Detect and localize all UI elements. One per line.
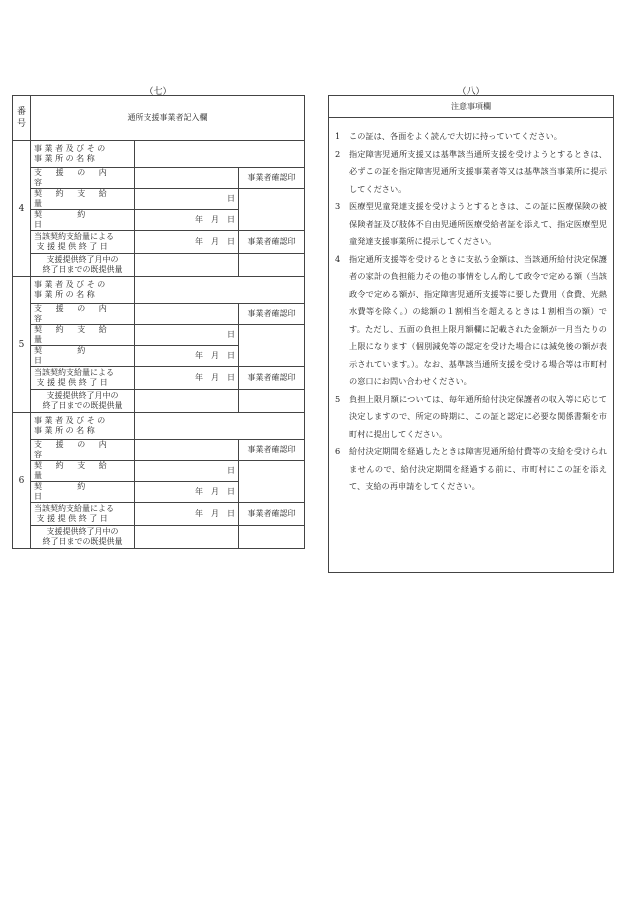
note-item <box>335 198 607 251</box>
confirm-stamp-label: 事業者確認印 <box>239 231 305 254</box>
value-contract-amount[interactable]: 日 <box>135 461 239 482</box>
note-text: 指定障害児通所支援又は基準該当通所支援を受けようとするときは、必ずこの証を指定障害児通所支援事業者等又は基準該当事業所に提示してください。 <box>349 148 607 194</box>
section-number: 5 <box>13 277 31 413</box>
note-text: 給付決定期間を経過したときは障害児通所給付費等の支給を受けられませんので、給付決定期間を経過する前に、市町村にこの証を添えて、支給の再申請をしてください。 <box>349 446 607 491</box>
label-already-supplied: 支援提供終了月中の 終了日までの既提供量 <box>31 526 135 549</box>
confirm-stamp-area[interactable] <box>239 526 305 549</box>
confirm-stamp-area[interactable] <box>239 254 305 277</box>
note-number: 3 <box>335 201 341 211</box>
value-business-name[interactable] <box>135 141 305 168</box>
confirm-stamp-label: 事業者確認印 <box>239 503 305 526</box>
label-end-date: 当該契約支給量による 支 援 提 供 終 了 日 <box>31 367 135 390</box>
label-contract-amount: 契 約 支 給 量 <box>31 189 135 210</box>
confirm-stamp-area[interactable] <box>239 461 305 503</box>
label-end-date: 当該契約支給量による 支 援 提 供 終 了 日 <box>31 231 135 254</box>
label-business-name: 事 業 者 及 び そ の 事 業 所 の 名 称 <box>31 413 135 440</box>
value-support-content[interactable] <box>135 440 239 461</box>
note-item <box>335 128 607 146</box>
value-contract-date[interactable]: 年 月 日 <box>135 482 239 503</box>
value-contract-amount[interactable]: 日 <box>135 189 239 210</box>
note-item <box>335 146 607 199</box>
confirm-stamp-area[interactable] <box>239 325 305 367</box>
note-number: 2 <box>335 148 341 159</box>
label-business-name: 事 業 者 及 び そ の 事 業 所 の 名 称 <box>31 141 135 168</box>
notes-list <box>329 118 613 496</box>
value-business-name[interactable] <box>135 413 305 440</box>
note-item <box>335 391 607 444</box>
note-item <box>335 443 607 496</box>
note-text: 負担上限月額については、毎年通所給付決定保護者の収入等に応じて決定しますので、所定の時期に、この証と認定に必要な関係書類を市町村に提出してください。 <box>349 393 607 439</box>
note-text: この証は、各面をよく読んで大切に持っていてください。 <box>349 131 562 141</box>
provider-entry-table <box>12 95 305 549</box>
value-end-date[interactable]: 年 月 日 <box>135 503 239 526</box>
header-number: 番 号 <box>13 96 31 141</box>
confirm-stamp-label: 事業者確認印 <box>239 367 305 390</box>
section-number: 6 <box>13 413 31 549</box>
note-number: 4 <box>335 253 341 264</box>
confirm-stamp-label: 事業者確認印 <box>239 304 305 325</box>
value-support-content[interactable] <box>135 168 239 189</box>
confirm-stamp-label: 事業者確認印 <box>239 440 305 461</box>
value-already-supplied[interactable] <box>135 526 239 549</box>
label-already-supplied: 支援提供終了月中の 終了日までの既提供量 <box>31 390 135 413</box>
notes-header: 注意事項欄 <box>329 96 613 118</box>
note-number: 5 <box>335 393 341 404</box>
note-text: 指定通所支援等を受けるときに支払う金額は、当該通所給付決定保護者の家計の負担能力その他の事情をしん酌して政令で定める額（当該政令で定める額が、指定障害児通所支援等に要した費用（食費、光熱水費等を除く。）の総額の１割相当を超えるときは１割相当の額）です。ただし、五面の負担上限月額欄に記載された金額が一月当たりの上限になります（個別減免等の認定を受けた場合には減免後の額が表示されています。）。なお、基準該当通所支援を受ける場合等は市町村の窓口にお問い合わせください。 <box>349 253 607 386</box>
notes-box <box>328 95 614 573</box>
confirm-stamp-area[interactable] <box>239 189 305 231</box>
label-contract-date: 契 約 日 <box>31 346 135 367</box>
note-number: 6 <box>335 446 341 456</box>
page-label-left: （七） <box>144 87 172 97</box>
label-support-content: 支 援 の 内 容 <box>31 440 135 461</box>
header-title: 通所支援事業者記入欄 <box>31 96 305 141</box>
value-contract-amount[interactable]: 日 <box>135 325 239 346</box>
confirm-stamp-label: 事業者確認印 <box>239 168 305 189</box>
label-contract-date: 契 約 日 <box>31 482 135 503</box>
value-business-name[interactable] <box>135 277 305 304</box>
value-contract-date[interactable]: 年 月 日 <box>135 210 239 231</box>
label-contract-date: 契 約 日 <box>31 210 135 231</box>
page-label-right: （八） <box>457 87 485 97</box>
label-already-supplied: 支援提供終了月中の 終了日までの既提供量 <box>31 254 135 277</box>
note-item <box>335 251 607 391</box>
value-already-supplied[interactable] <box>135 390 239 413</box>
value-contract-date[interactable]: 年 月 日 <box>135 346 239 367</box>
confirm-stamp-area[interactable] <box>239 390 305 413</box>
label-support-content: 支 援 の 内 容 <box>31 304 135 325</box>
label-end-date: 当該契約支給量による 支 援 提 供 終 了 日 <box>31 503 135 526</box>
note-number: 1 <box>335 131 341 141</box>
value-already-supplied[interactable] <box>135 254 239 277</box>
value-end-date[interactable]: 年 月 日 <box>135 231 239 254</box>
label-contract-amount: 契 約 支 給 量 <box>31 461 135 482</box>
label-business-name: 事 業 者 及 び そ の 事 業 所 の 名 称 <box>31 277 135 304</box>
label-contract-amount: 契 約 支 給 量 <box>31 325 135 346</box>
section-number: 4 <box>13 141 31 277</box>
note-text: 医療型児童発達支援を受けようとするときは、この証に医療保険の被保険者証及び肢体不自由児通所医療受給者証を添えて、指定医療型児童発達支援事業所に提示してください。 <box>349 201 607 246</box>
label-support-content: 支 援 の 内 容 <box>31 168 135 189</box>
value-end-date[interactable]: 年 月 日 <box>135 367 239 390</box>
value-support-content[interactable] <box>135 304 239 325</box>
